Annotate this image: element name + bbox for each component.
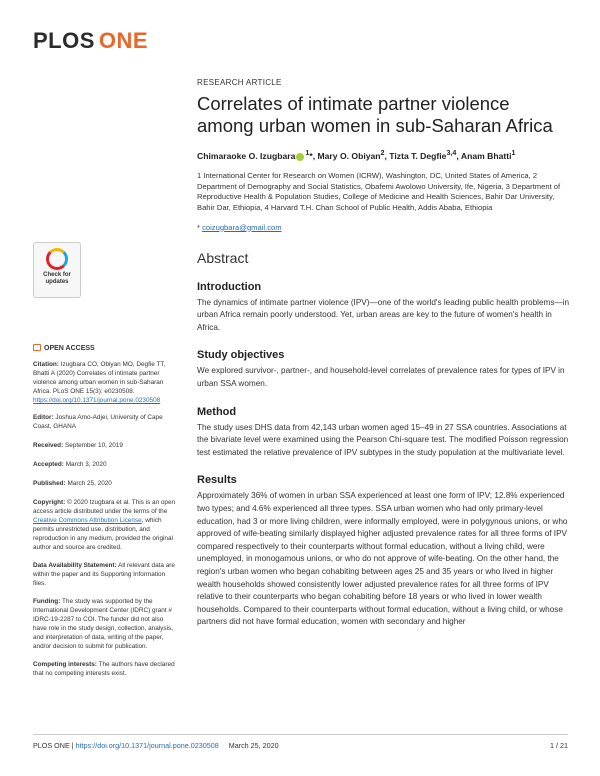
competing-interests-text: The authors have declared that no competing interests exist. bbox=[33, 661, 175, 677]
citation-doi-link[interactable]: https://doi.org/10.1371/journal.pone.0230508 bbox=[33, 397, 161, 404]
section-heading-results: Results bbox=[197, 474, 237, 487]
article-type: RESEARCH ARTICLE bbox=[197, 78, 282, 87]
article-main bbox=[197, 78, 569, 629]
editor-label: Editor: bbox=[33, 414, 54, 421]
author-sup: 3,4 bbox=[446, 149, 457, 158]
license-link[interactable]: Creative Commons Attribution License bbox=[33, 517, 142, 524]
author-sup: 1 bbox=[511, 149, 516, 158]
logo-one: ONE bbox=[98, 28, 149, 53]
section-text-introduction: The dynamics of intimate partner violence (IPV)—one of the world's leading public health problems—in urban Africa remain poorly understood. Yet, urban areas are key to the future of women's health in Africa. bbox=[197, 297, 570, 332]
section-text-results: Approximately 36% of women in urban SSA experienced at least one form of IPV; 12.8% experienced two types; and 4.6% experienced all three types. SSA urban women who had only primary-level education, had 3 or more living children, were informally employed, were in polygynous unions, or who approved of wife-beating similarly displayed higher adjusted prevalence rates for all three forms of IPV compared respectively to their counterparts without formal education, without a living child, were unemployed, in monogamous unions, or who do not approve of wife-beating. On the other hand, the region's urban women who began cohabiting between ages 25 and 35 years or who lived in higher wealth households showed consistently lower adjusted prevalence rates for all three forms of IPV relative to their counterparts who began cohabiting before 18 years or who lived in lower wealth households. Compared to their counterparts without formal education, without a living child, or whose partners did not have formal education, women with secondary and higher bbox=[197, 491, 568, 627]
section-text-method: The study uses DHS data from 42,143 urban women aged 15–49 in 27 SSA countries. Associations at the bivariate level were examined using the Pearson Chi-square test. The modified Poisson regression test estimated the relative prevalence of IPV subtypes in the study population at the multivariate level. bbox=[197, 422, 569, 457]
email-marker: * bbox=[197, 222, 200, 232]
funding-text: The study was supported by the International Development Center (IDRC) grant # IDRC-19-2287 to COI. The funder did not also have role in the study design, collection, analysis, and interpretation of data, writing of the paper, and/or decision to submit for publication. bbox=[33, 598, 173, 650]
open-access-text: OPEN ACCESS bbox=[44, 345, 95, 352]
article-sidebar bbox=[33, 360, 178, 678]
editor bbox=[33, 413, 178, 431]
accepted-text: March 3, 2020 bbox=[65, 461, 107, 468]
open-access-label bbox=[33, 343, 95, 352]
check-for-updates-badge[interactable] bbox=[33, 242, 81, 298]
received-text: September 10, 2019 bbox=[64, 442, 123, 449]
footer-doi-link[interactable]: https://doi.org/10.1371/journal.pone.0230508 bbox=[75, 741, 219, 750]
data-availability-label: Data Availability Statement: bbox=[33, 562, 117, 569]
citation-text: Izugbara CO, Obiyan MO, Degfie TT, Bhatti A (2020) Correlates of intimate partner violence among urban women in sub-Saharan Africa. PLoS ONE 15(3): e0230508. bbox=[33, 361, 166, 395]
competing-interests bbox=[33, 660, 178, 678]
badge-line-2: updates bbox=[45, 279, 69, 285]
published bbox=[33, 479, 178, 488]
copyright-text-2: , which permits unrestricted use, distribution, and reproduction in any medium, provided the original author and source are credited. bbox=[33, 517, 173, 551]
author-name[interactable]: , Anam Bhatti bbox=[456, 151, 512, 162]
open-lock-icon bbox=[33, 344, 41, 351]
citation-label: Citation: bbox=[33, 361, 59, 368]
published-label: Published: bbox=[33, 480, 66, 487]
article-title: Correlates of intimate partner violence among urban women in sub-Saharan Africa bbox=[197, 93, 553, 136]
journal-logo bbox=[33, 28, 148, 54]
citation bbox=[33, 360, 178, 405]
accepted bbox=[33, 460, 178, 469]
section-heading-objectives: Study objectives bbox=[197, 349, 285, 362]
page-number: 1 / 21 bbox=[550, 741, 568, 750]
editor-text: Joshua Amo-Adjei, University of Cape Coast, GHANA bbox=[33, 414, 163, 430]
footer-journal: PLOS ONE bbox=[33, 741, 70, 750]
footer-separator: | bbox=[71, 741, 74, 750]
competing-interests-label: Competing interests: bbox=[33, 661, 97, 668]
check-updates-icon bbox=[46, 248, 68, 270]
author-name[interactable]: , Tizta T. Degfie bbox=[384, 151, 447, 162]
copyright-text: © 2020 Izugbara et al. This is an open access article distributed under the terms of the bbox=[33, 499, 176, 515]
logo-plos: PLOS bbox=[33, 28, 95, 53]
email-link[interactable]: coizugbara@gmail.com bbox=[202, 222, 282, 232]
copyright bbox=[33, 498, 178, 552]
copyright-label: Copyright: bbox=[33, 499, 66, 506]
author-sup: 2 bbox=[380, 149, 385, 158]
author-sup: 1 bbox=[305, 149, 310, 158]
author-list bbox=[197, 149, 569, 161]
affiliations: 1 International Center for Research on Women (ICRW), Washington, DC, United States of America, 2 Department of Demography and Social Statistics, Obafemi Awolowo University, Ife, Nigeria, 3 Department of Reproductive Health & Population Studies, College of Medicine and Health Sciences, Bahir Dar University, Bahir Dar, Ethiopia, 4 Harvard T.H. Chan School of Public Health, Addis Ababa, Ethiopia bbox=[197, 171, 561, 213]
received-label: Received: bbox=[33, 442, 64, 449]
received bbox=[33, 441, 178, 450]
section-text-objectives: We explored survivor-, partner-, and household-level correlates of prevalence rates for types of IPV in urban SSA women. bbox=[197, 366, 565, 388]
data-availability bbox=[33, 561, 178, 588]
author-name[interactable]: *, Mary O. Obiyan bbox=[309, 151, 381, 162]
accepted-label: Accepted: bbox=[33, 461, 64, 468]
funding bbox=[33, 597, 178, 651]
orcid-icon[interactable] bbox=[296, 153, 304, 161]
corresponding-email bbox=[197, 223, 569, 232]
published-text: March 25, 2020 bbox=[67, 480, 112, 487]
author-name[interactable]: Chimaraoke O. Izugbara bbox=[197, 151, 296, 162]
abstract-heading: Abstract bbox=[197, 249, 249, 266]
section-heading-method: Method bbox=[197, 405, 237, 418]
section-heading-introduction: Introduction bbox=[197, 280, 262, 293]
footer-date: March 25, 2020 bbox=[228, 741, 279, 750]
badge-line-1: Check for bbox=[43, 272, 71, 278]
funding-label: Funding: bbox=[33, 598, 61, 605]
data-availability-text: All relevant data are within the paper and its Supporting Information files. bbox=[33, 562, 175, 587]
page-footer bbox=[33, 734, 568, 750]
